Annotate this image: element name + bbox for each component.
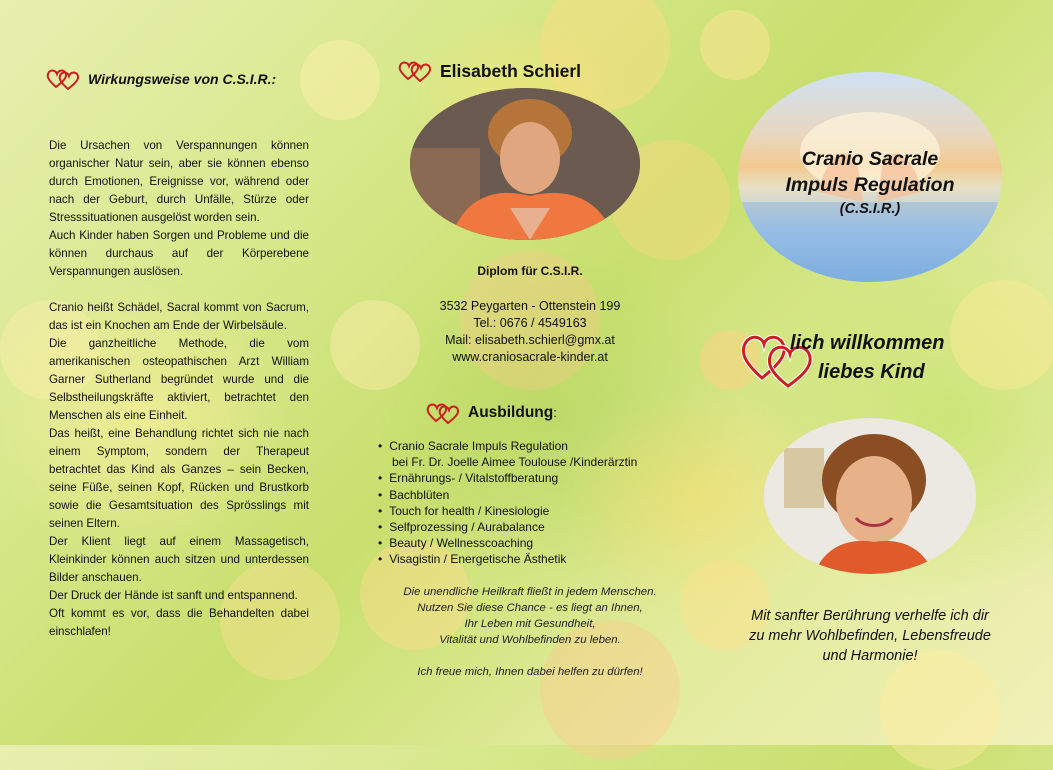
address: 3532 Peygarten - Ottenstein 199: [439, 299, 621, 313]
title-block: [748, 146, 992, 220]
paragraph: Die ganzheitliche Methode, die vom amerikanischen osteopathischen Arzt William Garner Sutherland begründet wurde und die Selbstheilungskräfte aktiviert, betrachtet den Menschen als eine Einheit.: [49, 337, 309, 422]
quote-line: Ihr Leben mit Gesundheit,: [464, 618, 596, 630]
list-item: bei Fr. Dr. Joelle Aimee Toulouse /Kinderärztin: [392, 455, 638, 470]
diplom-label: Diplom für C.S.I.R.: [477, 264, 583, 278]
list-item: • Beauty / Wellnesscoaching: [378, 535, 688, 551]
closing-line: Mit sanfter Berührung verhelfe ich dir: [751, 608, 989, 624]
list-item: • Visagistin / Energetische Ästhetik: [378, 551, 688, 567]
child-photo: [764, 418, 976, 574]
title-line: (C.S.I.R.): [839, 201, 901, 217]
child-illustration: [764, 418, 976, 574]
closing-text: [724, 606, 1016, 666]
left-panel: [0, 0, 340, 745]
double-heart-icon: [426, 402, 460, 424]
ausbildung-heading: [426, 402, 557, 424]
portrait-illustration: [410, 88, 640, 240]
list-item: • Selfprozessing / Aurabalance: [378, 519, 688, 535]
title-line: Cranio Sacrale: [801, 148, 939, 170]
paragraph: Der Klient liegt auf einem Massagetisch, Kleinkinder können auch sitzen und unterdessen Bilder anschauen.: [49, 535, 309, 584]
paragraph: Die Ursachen von Verspannungen können organischer Natur sein, aber sie können ebenso durch Emotionen, Ereignisse vor, während oder nach der Geburt, durch Unfälle, Stürze oder Stresssituationen ausgelöst worden sein.: [49, 139, 309, 224]
paragraph: Der Druck der Hände ist sanft und entspannend.: [49, 589, 298, 602]
website: www.craniosacrale-kinder.at: [452, 350, 608, 364]
name-heading: [398, 60, 581, 82]
list-item: • Cranio Sacrale Impuls Regulation: [378, 438, 688, 454]
email: Mail: elisabeth.schierl@gmx.at: [445, 333, 615, 347]
ausbildung-colon: :: [553, 405, 557, 420]
quote-line: Die unendliche Heilkraft fließt in jedem Menschen.: [403, 586, 657, 598]
therapist-name: Elisabeth Schierl: [440, 60, 582, 81]
quote-line: Vitalität und Wohlbefinden zu leben.: [439, 634, 621, 646]
right-panel: [720, 0, 1053, 745]
closing-line: zu mehr Wohlbefinden, Lebensfreude: [749, 628, 991, 644]
list-item: • Bachblüten: [378, 487, 688, 503]
welcome-block: [738, 328, 1048, 392]
paragraph: Das heißt, eine Behandlung richtet sich nie nach einem Symptom, sondern der Therapeut betrachtet das Kind als Ganzes – sein Becken, seine Füße, seinen Kopf, Rücken und Brustkorb sowie die Gesamtsituation des Sprösslings mit seinen Eltern.: [49, 427, 309, 530]
quote-line: Nutzen Sie diese Chance - es liegt an Ihnen,: [417, 602, 643, 614]
welcome-line: liebes Kind: [818, 361, 925, 383]
double-heart-icon: [398, 60, 432, 82]
welcome-line: lich willkommen: [790, 332, 945, 354]
middle-panel: [340, 0, 720, 745]
ausbildung-list: [378, 438, 688, 568]
quote-block: [370, 584, 690, 680]
wirkungsweise-text: [49, 137, 309, 641]
list-item: • Touch for health / Kinesiologie: [378, 503, 688, 519]
closing-line: und Harmonie!: [822, 648, 918, 664]
paragraph: Oft kommt es vor, dass die Behandelten dabei einschlafen!: [49, 607, 309, 638]
portrait-photo: [410, 88, 640, 240]
ausbildung-title: Ausbildung: [468, 404, 554, 421]
paragraph: Auch Kinder haben Sorgen und Probleme und die können durchaus auf der Körperebene Verspannungen auslösen.: [49, 229, 309, 278]
paragraph: Cranio heißt Schädel, Sacral kommt von Sacrum, das ist ein Knochen am Ende der Wirbelsäule.: [49, 301, 309, 332]
quote-line: Ich freue mich, Ihnen dabei helfen zu dürfen!: [417, 666, 643, 678]
list-item: • Ernährungs- / Vitalstoffberatung: [378, 470, 688, 486]
phone: Tel.: 0676 / 4549163: [473, 316, 587, 330]
contact-block: [380, 298, 680, 366]
double-heart-icon: [46, 68, 80, 90]
wirkungsweise-title: Wirkungsweise von C.S.I.R.:: [88, 71, 277, 87]
wirkungsweise-heading: [46, 68, 276, 90]
title-line: Impuls Regulation: [785, 174, 955, 196]
